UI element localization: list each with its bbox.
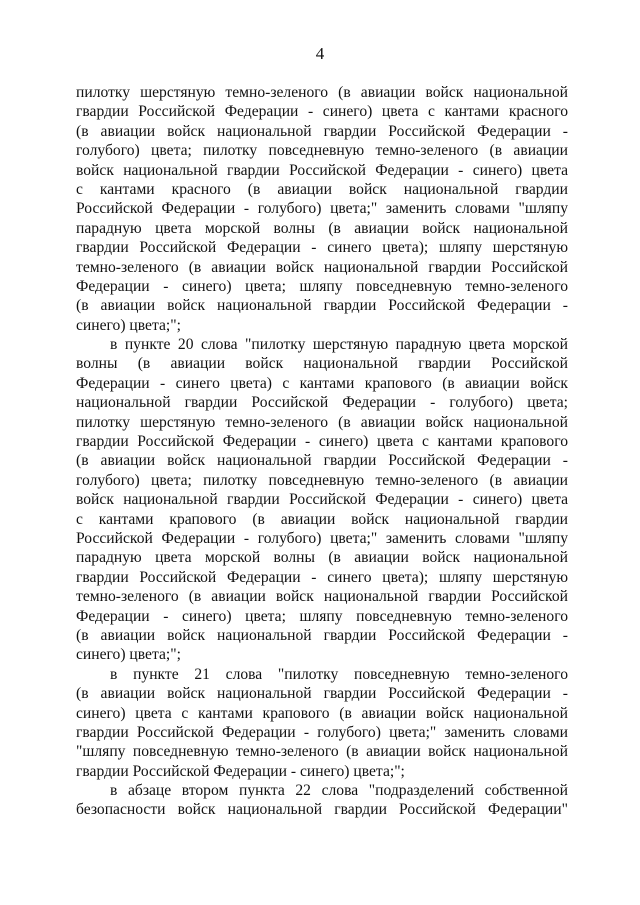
text-line: парадную цвета морской волны (в авиации войск национальной: [76, 219, 568, 237]
text-line: (в авиации войск национальной гвардии Российской Федерации -: [76, 685, 568, 703]
text-line: синего) цвета;";: [76, 316, 181, 334]
text-line: гвардии Российской Федерации - синего) цвета;";: [76, 762, 405, 780]
text-line: пилотку шерстяную темно-зеленого (в авиации войск национальной: [76, 413, 568, 431]
text-line: "шляпу повседневную темно-зеленого (в авиации войск национальной: [76, 743, 568, 761]
paragraph: [76, 781, 568, 820]
text-line: голубого) цвета; пилотку повседневную темно-зеленого (в авиации: [76, 142, 568, 160]
text-line: гвардии Российской Федерации - голубого) цвета;" заменить словами: [76, 723, 568, 741]
text-line: войск национальной гвардии Российской Федерации - синего) цвета: [76, 491, 568, 509]
page-number: 4: [315, 44, 325, 63]
text-line: (в авиации войск национальной гвардии Российской Федерации -: [76, 297, 568, 315]
text-line: гвардии Российской Федерации - синего цвета); шляпу шерстяную: [76, 239, 568, 257]
text-line: безопасности войск национальной гвардии Российской Федерации": [76, 801, 568, 819]
text-line: в пункте 21 слова "пилотку повседневную темно-зеленого: [110, 665, 568, 683]
text-line: Федерации - синего) цвета; шляпу повседневную темно-зеленого: [76, 607, 568, 625]
paragraph: [76, 83, 568, 335]
text-line: гвардии Российской Федерации - синего цвета); шляпу шерстяную: [76, 568, 568, 586]
paragraph: [76, 665, 568, 781]
text-line: темно-зеленого (в авиации войск национальной гвардии Российской: [76, 588, 568, 606]
text-line: темно-зеленого (в авиации войск национальной гвардии Российской: [76, 258, 568, 276]
text-line: синего) цвета;";: [76, 646, 181, 664]
text-line: войск национальной гвардии Российской Федерации - синего) цвета: [76, 161, 568, 179]
text-line: (в авиации войск национальной гвардии Российской Федерации -: [76, 452, 568, 470]
text-line: Российской Федерации - голубого) цвета;" заменить словами "шляпу: [76, 529, 568, 547]
text-line: (в авиации войск национальной гвардии Российской Федерации -: [76, 122, 568, 140]
text-line: в абзаце втором пункта 22 слова "подразделений собственной: [110, 782, 568, 800]
text-line: с кантами крапового (в авиации войск национальной гвардии: [76, 510, 568, 528]
text-line: пилотку шерстяную темно-зеленого (в авиации войск национальной: [76, 84, 568, 101]
text-line: гвардии Российской Федерации - синего) цвета с кантами красного: [76, 103, 568, 121]
text-line: Федерации - синего) цвета; шляпу повседневную темно-зеленого: [76, 277, 568, 295]
text-line: национальной гвардии Российской Федерации - голубого) цвета;: [76, 394, 568, 412]
text-line: волны (в авиации войск национальной гвардии Российской: [76, 355, 568, 373]
document-body: [76, 83, 568, 820]
text-line: гвардии Российской Федерации - синего) цвета с кантами крапового: [76, 433, 568, 451]
text-line: синего) цвета с кантами крапового (в авиации войск национальной: [76, 704, 568, 722]
text-line: парадную цвета морской волны (в авиации войск национальной: [76, 549, 568, 567]
text-line: в пункте 20 слова "пилотку шерстяную парадную цвета морской: [110, 336, 568, 354]
text-line: Федерации - синего цвета) с кантами крапового (в авиации войск: [76, 374, 568, 392]
text-line: с кантами красного (в авиации войск национальной гвардии: [76, 180, 568, 198]
text-line: голубого) цвета; пилотку повседневную темно-зеленого (в авиации: [76, 471, 568, 489]
paragraph: [76, 335, 568, 665]
text-line: Российской Федерации - голубого) цвета;" заменить словами "шляпу: [76, 200, 568, 218]
text-line: (в авиации войск национальной гвардии Российской Федерации -: [76, 626, 568, 644]
